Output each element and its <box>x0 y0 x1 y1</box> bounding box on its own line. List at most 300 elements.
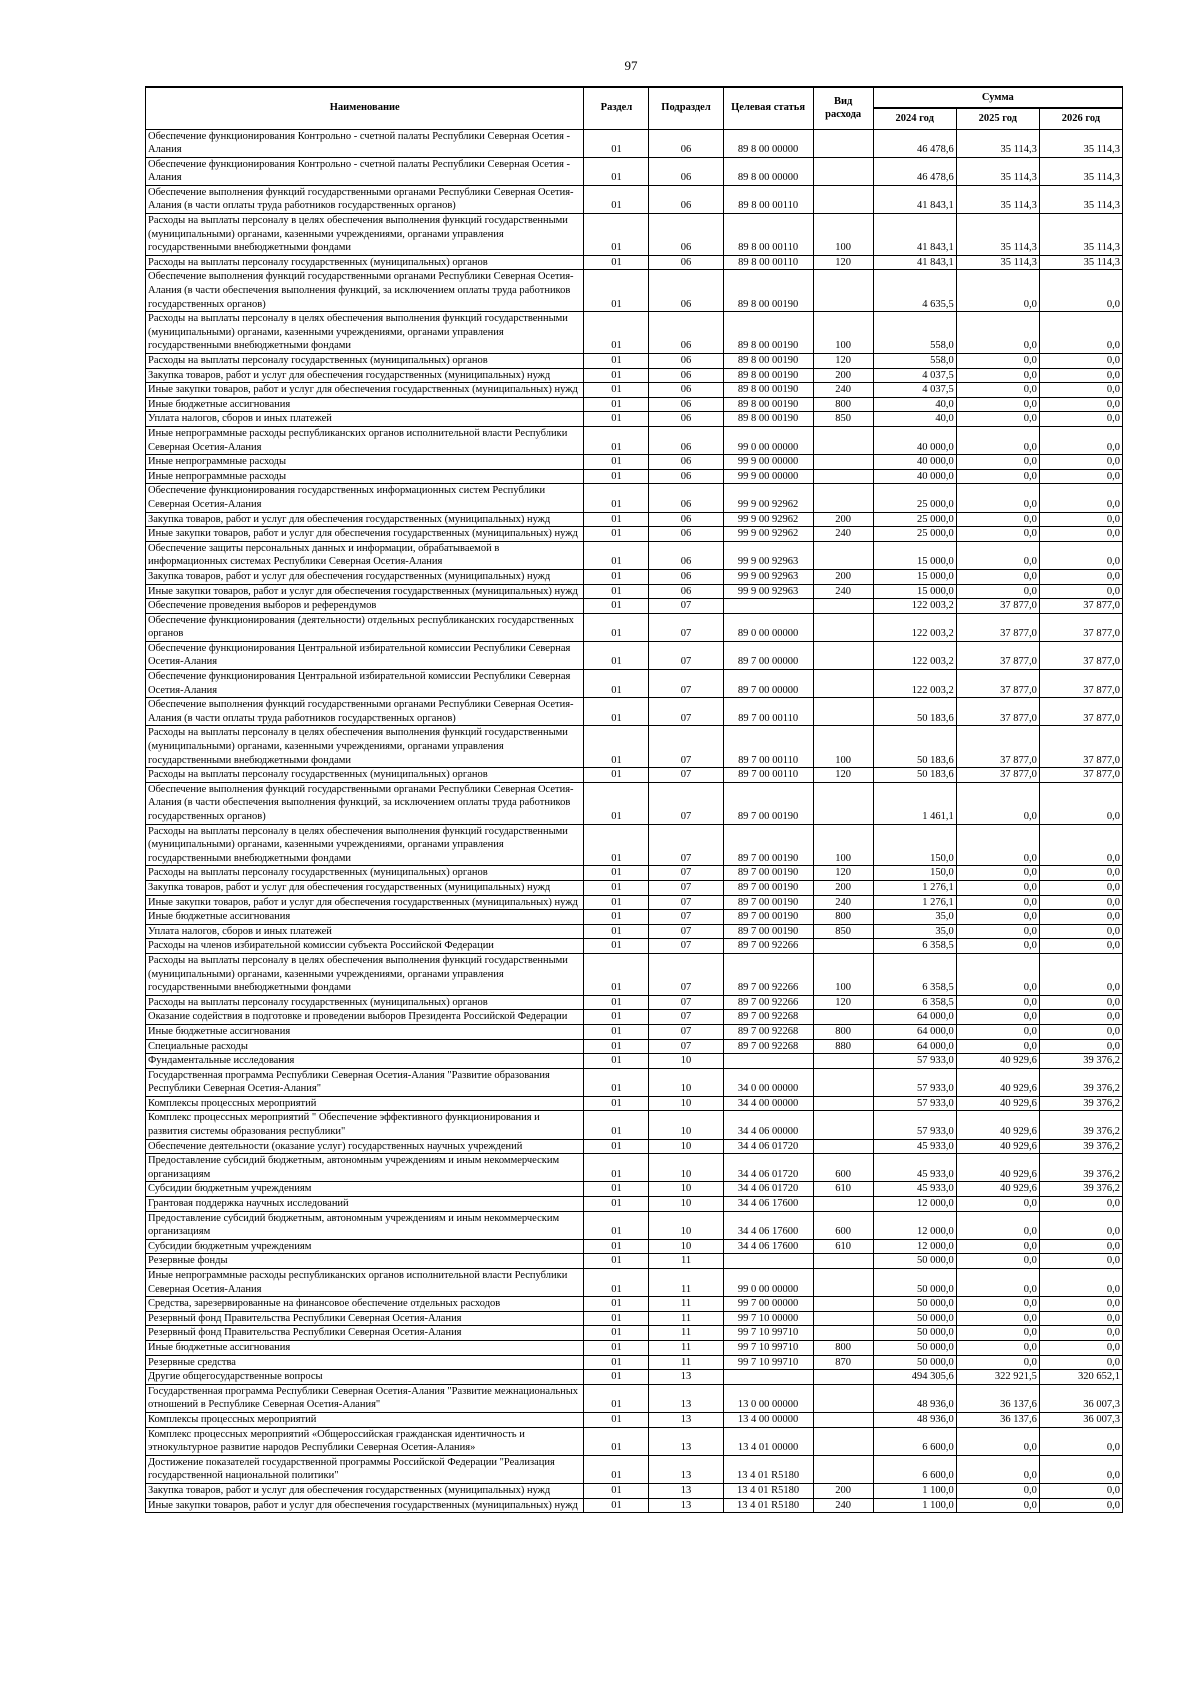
table-row <box>146 255 1123 270</box>
table-row <box>146 1068 1123 1096</box>
cell-section: 01 <box>584 412 649 427</box>
cell-name: Расходы на выплаты персоналу государственных (муниципальных) органов <box>146 354 584 369</box>
table-row <box>146 599 1123 614</box>
table-row <box>146 185 1123 213</box>
cell-expense-type: 240 <box>813 584 873 599</box>
cell-expense-type: 850 <box>813 924 873 939</box>
cell-target-article: 99 7 10 99710 <box>723 1355 813 1370</box>
cell-sum-2024: 50 183,6 <box>873 726 956 768</box>
cell-sum-2025: 0,0 <box>956 910 1039 925</box>
cell-sum-2025: 0,0 <box>956 866 1039 881</box>
cell-target-article: 34 4 00 00000 <box>723 1096 813 1111</box>
cell-section: 01 <box>584 214 649 256</box>
cell-name: Обеспечение функционирования государственных информационных систем Республики Северная Осетия-Алания <box>146 484 584 512</box>
cell-sum-2026: 0,0 <box>1039 397 1122 412</box>
cell-name: Иные закупки товаров, работ и услуг для обеспечения государственных (муниципальных) нужд <box>146 895 584 910</box>
cell-name: Обеспечение функционирования Контрольно - счетной палаты Республики Северная Осетия - Алания <box>146 157 584 185</box>
table-row <box>146 469 1123 484</box>
cell-subsection: 06 <box>649 368 723 383</box>
table-row <box>146 726 1123 768</box>
cell-sum-2025: 37 877,0 <box>956 726 1039 768</box>
cell-expense-type <box>813 541 873 569</box>
table-row <box>146 1269 1123 1297</box>
cell-name: Средства, зарезервированные на финансовое обеспечение отдельных расходов <box>146 1297 584 1312</box>
cell-section: 01 <box>584 527 649 542</box>
cell-sum-2025: 36 137,6 <box>956 1384 1039 1412</box>
cell-sum-2026: 0,0 <box>1039 512 1122 527</box>
cell-sum-2024: 35,0 <box>873 924 956 939</box>
cell-subsection: 07 <box>649 910 723 925</box>
table-row <box>146 1297 1123 1312</box>
cell-subsection: 06 <box>649 469 723 484</box>
cell-section: 01 <box>584 569 649 584</box>
cell-subsection: 06 <box>649 584 723 599</box>
table-row <box>146 880 1123 895</box>
cell-target-article: 89 8 00 00190 <box>723 397 813 412</box>
cell-expense-type: 200 <box>813 512 873 527</box>
header-name: Наименование <box>146 87 584 129</box>
cell-sum-2026: 37 877,0 <box>1039 698 1122 726</box>
cell-section: 01 <box>584 599 649 614</box>
cell-expense-type: 100 <box>813 214 873 256</box>
cell-expense-type <box>813 641 873 669</box>
cell-name: Обеспечение функционирования Контрольно - счетной палаты Республики Северная Осетия - Алания <box>146 129 584 157</box>
cell-sum-2026: 0,0 <box>1039 1297 1122 1312</box>
cell-subsection: 07 <box>649 670 723 698</box>
cell-name: Закупка товаров, работ и услуг для обеспечения государственных (муниципальных) нужд <box>146 569 584 584</box>
cell-target-article: 89 7 00 92266 <box>723 995 813 1010</box>
table-row <box>146 368 1123 383</box>
cell-sum-2026: 0,0 <box>1039 368 1122 383</box>
cell-sum-2024: 1 100,0 <box>873 1483 956 1498</box>
table-row <box>146 1254 1123 1269</box>
table-row <box>146 584 1123 599</box>
cell-expense-type: 240 <box>813 527 873 542</box>
cell-name: Иные закупки товаров, работ и услуг для обеспечения государственных (муниципальных) нужд <box>146 527 584 542</box>
cell-name: Резервный фонд Правительства Республики Северная Осетия-Алания <box>146 1326 584 1341</box>
cell-name: Закупка товаров, работ и услуг для обеспечения государственных (муниципальных) нужд <box>146 1483 584 1498</box>
cell-section: 01 <box>584 1154 649 1182</box>
cell-sum-2025: 40 929,6 <box>956 1139 1039 1154</box>
table-row <box>146 910 1123 925</box>
cell-sum-2026: 0,0 <box>1039 569 1122 584</box>
cell-target-article: 13 0 00 00000 <box>723 1384 813 1412</box>
cell-name: Расходы на выплаты персоналу в целях обеспечения выполнения функций государственными (муниципальными) органами, казенными учреждениями, органами управления государственными внебюджетными фондами <box>146 824 584 866</box>
table-row <box>146 953 1123 995</box>
cell-target-article: 99 9 00 92963 <box>723 541 813 569</box>
cell-section: 01 <box>584 1427 649 1455</box>
cell-sum-2026: 37 877,0 <box>1039 599 1122 614</box>
cell-target-article: 99 9 00 92963 <box>723 569 813 584</box>
table-row <box>146 1054 1123 1069</box>
cell-expense-type: 100 <box>813 953 873 995</box>
cell-subsection: 10 <box>649 1111 723 1139</box>
cell-subsection: 06 <box>649 214 723 256</box>
cell-sum-2024: 50 183,6 <box>873 768 956 783</box>
cell-name: Закупка товаров, работ и услуг для обеспечения государственных (муниципальных) нужд <box>146 880 584 895</box>
cell-name: Обеспечение деятельности (оказание услуг) государственных научных учреждений <box>146 1139 584 1154</box>
cell-section: 01 <box>584 1254 649 1269</box>
page-number: 97 <box>624 58 638 73</box>
cell-sum-2025: 0,0 <box>956 1239 1039 1254</box>
cell-section: 01 <box>584 1139 649 1154</box>
cell-sum-2024: 12 000,0 <box>873 1211 956 1239</box>
cell-sum-2026: 0,0 <box>1039 1498 1122 1513</box>
cell-sum-2025: 0,0 <box>956 1197 1039 1212</box>
cell-target-article <box>723 1370 813 1385</box>
cell-subsection: 07 <box>649 995 723 1010</box>
cell-sum-2024: 48 936,0 <box>873 1384 956 1412</box>
cell-subsection: 07 <box>649 953 723 995</box>
cell-expense-type <box>813 185 873 213</box>
cell-sum-2026: 0,0 <box>1039 455 1122 470</box>
table-row <box>146 1211 1123 1239</box>
cell-sum-2024: 40 000,0 <box>873 426 956 454</box>
cell-name: Расходы на выплаты персоналу государственных (муниципальных) органов <box>146 255 584 270</box>
cell-name: Резервный фонд Правительства Республики Северная Осетия-Алания <box>146 1311 584 1326</box>
table-row <box>146 1340 1123 1355</box>
cell-sum-2026: 0,0 <box>1039 782 1122 824</box>
cell-sum-2024: 46 478,6 <box>873 129 956 157</box>
cell-sum-2026: 39 376,2 <box>1039 1096 1122 1111</box>
cell-subsection: 11 <box>649 1340 723 1355</box>
cell-sum-2026: 0,0 <box>1039 1024 1122 1039</box>
cell-subsection: 10 <box>649 1154 723 1182</box>
header-2026: 2026 год <box>1039 108 1122 129</box>
cell-sum-2024: 6 600,0 <box>873 1427 956 1455</box>
cell-sum-2026: 0,0 <box>1039 866 1122 881</box>
cell-subsection: 06 <box>649 569 723 584</box>
cell-name: Иные закупки товаров, работ и услуг для обеспечения государственных (муниципальных) нужд <box>146 1498 584 1513</box>
cell-name: Расходы на выплаты персоналу в целях обеспечения выполнения функций государственными (муниципальными) органами, казенными учреждениями, органами управления государственными внебюджетными фондами <box>146 312 584 354</box>
cell-subsection: 06 <box>649 354 723 369</box>
cell-section: 01 <box>584 512 649 527</box>
cell-sum-2025: 40 929,6 <box>956 1054 1039 1069</box>
cell-sum-2026: 0,0 <box>1039 1039 1122 1054</box>
cell-expense-type: 850 <box>813 412 873 427</box>
cell-sum-2024: 122 003,2 <box>873 599 956 614</box>
cell-sum-2026: 0,0 <box>1039 995 1122 1010</box>
cell-sum-2024: 50 000,0 <box>873 1297 956 1312</box>
cell-section: 01 <box>584 613 649 641</box>
cell-sum-2024: 45 933,0 <box>873 1182 956 1197</box>
table-row <box>146 1239 1123 1254</box>
table-row <box>146 412 1123 427</box>
cell-sum-2024: 41 843,1 <box>873 214 956 256</box>
cell-target-article: 34 4 06 01720 <box>723 1182 813 1197</box>
cell-expense-type <box>813 670 873 698</box>
cell-sum-2024: 57 933,0 <box>873 1068 956 1096</box>
cell-name: Грантовая поддержка научных исследований <box>146 1197 584 1212</box>
cell-section: 01 <box>584 1054 649 1069</box>
cell-subsection: 06 <box>649 412 723 427</box>
cell-sum-2026: 0,0 <box>1039 527 1122 542</box>
cell-sum-2024: 40,0 <box>873 412 956 427</box>
table-row <box>146 129 1123 157</box>
cell-section: 01 <box>584 1498 649 1513</box>
cell-name: Обеспечение выполнения функций государственными органами Республики Северная Осетия-Алания (в части обеспечения выполнения функций, за исключением оплаты труда работников государственных органов) <box>146 270 584 312</box>
cell-target-article: 99 9 00 00000 <box>723 455 813 470</box>
cell-sum-2025: 322 921,5 <box>956 1370 1039 1385</box>
cell-section: 01 <box>584 1355 649 1370</box>
cell-expense-type <box>813 613 873 641</box>
cell-section: 01 <box>584 726 649 768</box>
cell-sum-2026: 35 114,3 <box>1039 214 1122 256</box>
cell-name: Иные бюджетные ассигнования <box>146 910 584 925</box>
cell-sum-2024: 64 000,0 <box>873 1010 956 1025</box>
cell-expense-type <box>813 157 873 185</box>
table-row <box>146 1483 1123 1498</box>
cell-target-article: 89 7 00 92268 <box>723 1039 813 1054</box>
cell-name: Обеспечение выполнения функций государственными органами Республики Северная Осетия-Алания (в части оплаты труда работников государственных органов) <box>146 185 584 213</box>
cell-sum-2026: 0,0 <box>1039 541 1122 569</box>
cell-target-article: 89 8 00 00110 <box>723 214 813 256</box>
cell-expense-type: 200 <box>813 1483 873 1498</box>
cell-subsection: 11 <box>649 1254 723 1269</box>
cell-sum-2024: 1 100,0 <box>873 1498 956 1513</box>
cell-name: Предоставление субсидий бюджетным, автономным учреждениям и иным некоммерческим организациям <box>146 1211 584 1239</box>
cell-sum-2025: 37 877,0 <box>956 768 1039 783</box>
table-row <box>146 512 1123 527</box>
cell-target-article: 89 8 00 00190 <box>723 270 813 312</box>
cell-target-article <box>723 1054 813 1069</box>
cell-section: 01 <box>584 641 649 669</box>
cell-sum-2025: 0,0 <box>956 426 1039 454</box>
cell-target-article: 89 8 00 00000 <box>723 157 813 185</box>
cell-section: 01 <box>584 1211 649 1239</box>
cell-sum-2025: 0,0 <box>956 469 1039 484</box>
cell-sum-2024: 15 000,0 <box>873 569 956 584</box>
cell-sum-2024: 4 635,5 <box>873 270 956 312</box>
cell-expense-type <box>813 1096 873 1111</box>
cell-section: 01 <box>584 354 649 369</box>
cell-name: Иные непрограммные расходы <box>146 455 584 470</box>
cell-sum-2024: 57 933,0 <box>873 1054 956 1069</box>
cell-sum-2026: 0,0 <box>1039 1455 1122 1483</box>
cell-sum-2026: 35 114,3 <box>1039 185 1122 213</box>
table-row <box>146 527 1123 542</box>
cell-name: Государственная программа Республики Северная Осетия-Алания "Развитие межнациональных отношений в Республике Северная Осетия-Алания" <box>146 1384 584 1412</box>
cell-section: 01 <box>584 157 649 185</box>
cell-sum-2024: 25 000,0 <box>873 484 956 512</box>
cell-section: 01 <box>584 1370 649 1385</box>
cell-subsection: 11 <box>649 1355 723 1370</box>
cell-sum-2026: 36 007,3 <box>1039 1384 1122 1412</box>
cell-sum-2026: 39 376,2 <box>1039 1182 1122 1197</box>
cell-sum-2025: 0,0 <box>956 368 1039 383</box>
cell-sum-2025: 0,0 <box>956 541 1039 569</box>
cell-sum-2025: 37 877,0 <box>956 698 1039 726</box>
cell-sum-2026: 37 877,0 <box>1039 670 1122 698</box>
cell-sum-2024: 1 276,1 <box>873 895 956 910</box>
cell-expense-type <box>813 698 873 726</box>
cell-subsection: 07 <box>649 698 723 726</box>
cell-sum-2025: 0,0 <box>956 484 1039 512</box>
cell-sum-2025: 0,0 <box>956 1269 1039 1297</box>
cell-expense-type <box>813 1326 873 1341</box>
cell-subsection: 07 <box>649 768 723 783</box>
cell-sum-2024: 12 000,0 <box>873 1197 956 1212</box>
cell-section: 01 <box>584 1297 649 1312</box>
cell-expense-type <box>813 469 873 484</box>
cell-sum-2025: 0,0 <box>956 1326 1039 1341</box>
cell-expense-type <box>813 1370 873 1385</box>
cell-target-article: 99 7 10 99710 <box>723 1326 813 1341</box>
cell-sum-2026: 0,0 <box>1039 1239 1122 1254</box>
cell-target-article: 99 7 10 00000 <box>723 1311 813 1326</box>
cell-target-article: 89 8 00 00190 <box>723 368 813 383</box>
table-row <box>146 1370 1123 1385</box>
cell-name: Резервные фонды <box>146 1254 584 1269</box>
cell-expense-type: 120 <box>813 866 873 881</box>
cell-target-article: 99 0 00 00000 <box>723 426 813 454</box>
cell-expense-type <box>813 484 873 512</box>
cell-target-article: 99 9 00 92962 <box>723 484 813 512</box>
table-row <box>146 939 1123 954</box>
cell-section: 01 <box>584 1111 649 1139</box>
cell-expense-type: 880 <box>813 1039 873 1054</box>
cell-expense-type: 240 <box>813 383 873 398</box>
cell-sum-2025: 37 877,0 <box>956 613 1039 641</box>
cell-target-article: 34 0 00 00000 <box>723 1068 813 1096</box>
cell-target-article: 89 7 00 00110 <box>723 726 813 768</box>
cell-sum-2026: 0,0 <box>1039 939 1122 954</box>
cell-sum-2025: 0,0 <box>956 995 1039 1010</box>
cell-target-article: 99 9 00 00000 <box>723 469 813 484</box>
cell-subsection: 11 <box>649 1326 723 1341</box>
cell-expense-type <box>813 426 873 454</box>
cell-sum-2026: 0,0 <box>1039 383 1122 398</box>
cell-sum-2025: 0,0 <box>956 782 1039 824</box>
cell-sum-2024: 15 000,0 <box>873 541 956 569</box>
cell-section: 01 <box>584 698 649 726</box>
cell-subsection: 07 <box>649 1039 723 1054</box>
cell-sum-2026: 0,0 <box>1039 880 1122 895</box>
cell-target-article: 34 4 06 17600 <box>723 1197 813 1212</box>
table-row <box>146 1024 1123 1039</box>
header-2025: 2025 год <box>956 108 1039 129</box>
cell-sum-2026: 0,0 <box>1039 484 1122 512</box>
cell-target-article: 89 7 00 00190 <box>723 880 813 895</box>
cell-target-article: 89 7 00 92266 <box>723 939 813 954</box>
cell-subsection: 13 <box>649 1483 723 1498</box>
cell-sum-2024: 4 037,5 <box>873 368 956 383</box>
cell-sum-2024: 41 843,1 <box>873 185 956 213</box>
cell-subsection: 10 <box>649 1139 723 1154</box>
cell-section: 01 <box>584 584 649 599</box>
cell-sum-2024: 50 000,0 <box>873 1311 956 1326</box>
cell-sum-2025: 0,0 <box>956 1024 1039 1039</box>
cell-subsection: 07 <box>649 1024 723 1039</box>
cell-expense-type: 120 <box>813 354 873 369</box>
cell-sum-2025: 0,0 <box>956 1498 1039 1513</box>
header-target: Целевая статья <box>723 87 813 129</box>
cell-subsection: 10 <box>649 1096 723 1111</box>
cell-sum-2025: 0,0 <box>956 1455 1039 1483</box>
cell-name: Расходы на выплаты персоналу государственных (муниципальных) органов <box>146 768 584 783</box>
cell-sum-2025: 37 877,0 <box>956 670 1039 698</box>
table-row <box>146 397 1123 412</box>
cell-section: 01 <box>584 866 649 881</box>
cell-sum-2025: 0,0 <box>956 895 1039 910</box>
cell-sum-2025: 0,0 <box>956 383 1039 398</box>
cell-expense-type: 800 <box>813 1340 873 1355</box>
cell-name: Иные непрограммные расходы <box>146 469 584 484</box>
cell-expense-type <box>813 1297 873 1312</box>
cell-subsection: 11 <box>649 1269 723 1297</box>
table-row <box>146 1039 1123 1054</box>
cell-sum-2025: 36 137,6 <box>956 1412 1039 1427</box>
cell-section: 01 <box>584 484 649 512</box>
cell-subsection: 06 <box>649 455 723 470</box>
cell-section: 01 <box>584 312 649 354</box>
table-row <box>146 1154 1123 1182</box>
cell-section: 01 <box>584 924 649 939</box>
cell-sum-2024: 150,0 <box>873 866 956 881</box>
cell-subsection: 07 <box>649 1010 723 1025</box>
cell-target-article: 89 8 00 00110 <box>723 185 813 213</box>
cell-sum-2025: 0,0 <box>956 1039 1039 1054</box>
cell-subsection: 13 <box>649 1498 723 1513</box>
cell-sum-2026: 35 114,3 <box>1039 157 1122 185</box>
cell-sum-2025: 0,0 <box>956 455 1039 470</box>
cell-section: 01 <box>584 1039 649 1054</box>
cell-section: 01 <box>584 383 649 398</box>
cell-sum-2024: 122 003,2 <box>873 670 956 698</box>
cell-name: Иные бюджетные ассигнования <box>146 1340 584 1355</box>
cell-sum-2026: 0,0 <box>1039 1254 1122 1269</box>
cell-section: 01 <box>584 995 649 1010</box>
cell-target-article: 99 9 00 92962 <box>723 512 813 527</box>
cell-section: 01 <box>584 1340 649 1355</box>
cell-sum-2025: 0,0 <box>956 824 1039 866</box>
cell-sum-2025: 0,0 <box>956 924 1039 939</box>
cell-target-article: 89 7 00 00000 <box>723 641 813 669</box>
cell-sum-2026: 0,0 <box>1039 354 1122 369</box>
table-row <box>146 214 1123 256</box>
cell-subsection: 06 <box>649 397 723 412</box>
cell-sum-2025: 0,0 <box>956 527 1039 542</box>
cell-target-article: 89 7 00 00190 <box>723 782 813 824</box>
cell-target-article: 13 4 01 00000 <box>723 1427 813 1455</box>
cell-sum-2026: 35 114,3 <box>1039 129 1122 157</box>
table-row <box>146 824 1123 866</box>
cell-sum-2024: 41 843,1 <box>873 255 956 270</box>
cell-sum-2025: 0,0 <box>956 1340 1039 1355</box>
cell-expense-type <box>813 939 873 954</box>
cell-subsection: 11 <box>649 1311 723 1326</box>
cell-sum-2026: 39 376,2 <box>1039 1111 1122 1139</box>
table-row <box>146 698 1123 726</box>
cell-sum-2025: 0,0 <box>956 354 1039 369</box>
cell-target-article: 89 7 00 00110 <box>723 768 813 783</box>
cell-section: 01 <box>584 1384 649 1412</box>
table-row <box>146 1010 1123 1025</box>
cell-target-article: 34 4 06 17600 <box>723 1239 813 1254</box>
cell-expense-type: 800 <box>813 1024 873 1039</box>
cell-section: 01 <box>584 1182 649 1197</box>
cell-sum-2024: 15 000,0 <box>873 584 956 599</box>
cell-expense-type: 240 <box>813 1498 873 1513</box>
cell-target-article: 99 9 00 92963 <box>723 584 813 599</box>
cell-target-article: 89 8 00 00190 <box>723 383 813 398</box>
cell-sum-2026: 0,0 <box>1039 953 1122 995</box>
cell-name: Иные бюджетные ассигнования <box>146 397 584 412</box>
table-row <box>146 541 1123 569</box>
cell-subsection: 06 <box>649 383 723 398</box>
cell-name: Обеспечение выполнения функций государственными органами Республики Северная Осетия-Алания (в части оплаты труда работников государственных органов) <box>146 698 584 726</box>
cell-sum-2024: 494 305,6 <box>873 1370 956 1385</box>
